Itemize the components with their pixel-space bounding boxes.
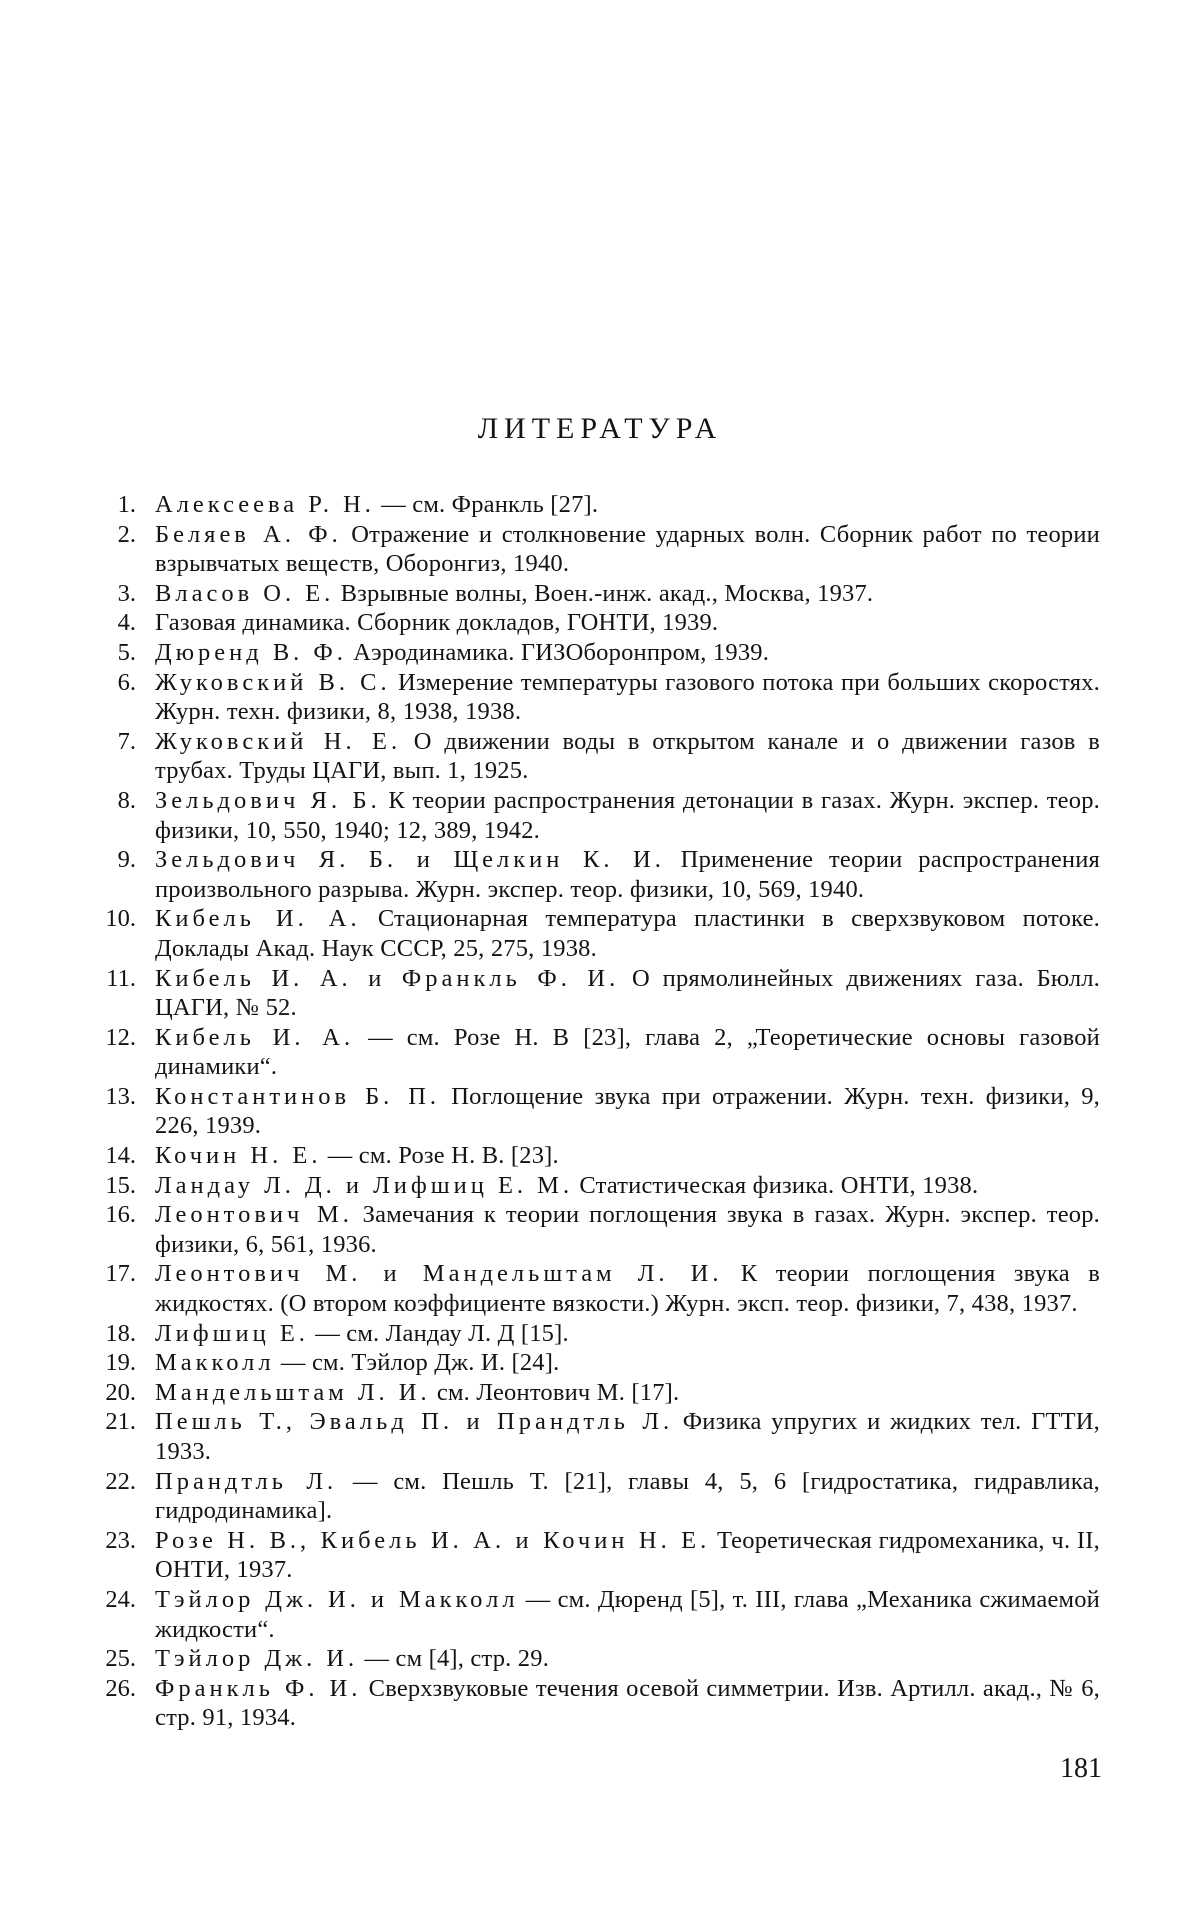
reference-text: Применение теории распространения произвольного разрыва. Журн. экспер. теор. физики, 10, 569, 1940.	[155, 846, 1100, 903]
reference-number: 11.	[106, 964, 136, 992]
reference-author: Франкль Ф. И.	[155, 1674, 362, 1702]
reference-text: — см. Франкль [27].	[374, 491, 599, 518]
reference-list	[92, 490, 1100, 1733]
reference-item	[92, 1526, 1100, 1585]
reference-text: см. Леонтович М. [17].	[430, 1378, 680, 1406]
reference-author: Леонтович М. и Мандельштам Л. И.	[155, 1260, 723, 1288]
reference-text: Аэродинамика. ГИЗОборонпром, 1939.	[346, 638, 770, 666]
reference-item	[92, 1023, 1100, 1082]
reference-text: Замечания к теории поглощения звука в газах. Журн. экспер. теор. физики, 6, 561, 1936.	[155, 1201, 1100, 1258]
reference-number: 6.	[117, 668, 136, 696]
reference-item	[92, 1378, 1100, 1408]
reference-number: 20.	[105, 1378, 136, 1406]
reference-item	[92, 638, 1100, 668]
reference-item	[92, 1171, 1100, 1201]
reference-text: Теоретическая гидромеханика, ч. II, ОНТИ, 1937.	[155, 1526, 1100, 1584]
reference-author: Зельдович Я. Б. и Щелкин К. И.	[155, 846, 665, 874]
reference-author: Макколл	[155, 1349, 275, 1377]
reference-number: 26.	[105, 1674, 136, 1702]
reference-text: О прямолинейных движениях газа. Бюлл. ЦАГИ, № 52.	[155, 964, 1100, 1022]
reference-item	[92, 1467, 1100, 1526]
reference-text: Поглощение звука при отражении. Журн. техн. физики, 9, 226, 1939.	[155, 1082, 1100, 1140]
reference-author: Ландау Л. Д. и Лифшиц Е. М.	[155, 1171, 574, 1199]
reference-item	[92, 608, 1100, 638]
reference-number: 19.	[105, 1349, 136, 1377]
reference-text: Отражение и столкновение ударных волн. Сборник работ по теории взрывчатых веществ, Оборонгиз, 1940.	[155, 520, 1100, 578]
reference-item	[92, 786, 1100, 845]
reference-item	[92, 727, 1100, 786]
reference-author: Мандельштам Л. И.	[155, 1378, 431, 1406]
reference-author: Власов О. Е.	[155, 579, 335, 607]
page-number: 181	[1060, 1753, 1102, 1784]
reference-author: Тэйлор Дж. И.	[155, 1645, 359, 1673]
reference-text: — см [4], стр. 29.	[358, 1645, 550, 1673]
reference-item	[92, 1348, 1100, 1378]
reference-author: Алексеева Р. Н.	[155, 491, 375, 518]
reference-text: Взрывные волны, Воен.-инж. акад., Москва, 1937.	[334, 579, 874, 607]
reference-text: Физика упругих и жидких тел. ГТТИ, 1933.	[155, 1408, 1100, 1465]
reference-item	[92, 904, 1100, 963]
reference-text: Статистическая физика. ОНТИ, 1938.	[573, 1171, 979, 1199]
page-title: ЛИТЕРАТУРА	[477, 412, 723, 445]
reference-author: Леонтович М.	[155, 1201, 353, 1229]
reference-number: 3.	[117, 579, 136, 607]
reference-author: Кочин Н. Е.	[155, 1142, 322, 1170]
reference-item	[92, 520, 1100, 579]
reference-number: 5.	[117, 638, 136, 666]
reference-number: 24.	[105, 1585, 136, 1613]
reference-number: 4.	[117, 609, 136, 637]
reference-text: — см. Пешль Т. [21], главы 4, 5, 6 [гидростатика, гидравлика, гидродинамика].	[155, 1467, 1100, 1525]
reference-number: 25.	[105, 1645, 136, 1673]
reference-author: Беляев А. Ф.	[155, 520, 342, 548]
reference-author: Лифшиц Е.	[155, 1319, 309, 1347]
reference-text: Газовая динамика. Сборник докладов, ГОНТИ, 1939.	[155, 609, 719, 637]
reference-text: О движении воды в открытом канале и о движении газов в трубах. Труды ЦАГИ, вып. 1, 1925.	[155, 727, 1100, 785]
reference-number: 22.	[105, 1467, 136, 1495]
reference-number: 17.	[105, 1260, 136, 1288]
reference-author: Розе Н. В., Кибель И. А. и Кочин Н. Е.	[155, 1526, 711, 1554]
reference-author: Зельдович Я. Б.	[155, 786, 381, 814]
reference-author: Пешль Т., Эвальд П. и Прандтль Л.	[155, 1408, 674, 1436]
reference-number: 1.	[117, 491, 136, 518]
reference-item	[92, 964, 1100, 1023]
reference-item	[92, 1644, 1100, 1674]
reference-number: 8.	[117, 786, 136, 814]
reference-item	[92, 579, 1100, 609]
reference-author: Кибель И. А.	[155, 1023, 355, 1051]
reference-number: 10.	[105, 905, 136, 933]
reference-item	[92, 668, 1100, 727]
reference-author: Прандтль Л.	[155, 1467, 338, 1495]
reference-author: Дюренд В. Ф.	[155, 638, 347, 666]
reference-text: — см. Тэйлор Дж. И. [24].	[274, 1349, 560, 1377]
reference-text: Сверхзвуковые течения осевой симметрии. Изв. Артилл. акад., № 6, стр. 91, 1934.	[155, 1674, 1100, 1732]
reference-author: Жуковский В. С.	[155, 668, 391, 696]
reference-author: Тэйлор Дж. И. и Макколл	[155, 1585, 519, 1613]
reference-number: 23.	[105, 1526, 136, 1554]
reference-text: — см. Ландау Л. Д [15].	[308, 1319, 569, 1347]
reference-number: 16.	[105, 1201, 136, 1229]
reference-text: Стационарная температура пластинки в сверхзвуковом потоке. Доклады Акад. Наук СССР, 25, 275, 1938.	[155, 905, 1100, 962]
reference-number: 7.	[117, 727, 136, 755]
reference-number: 12.	[105, 1023, 136, 1051]
reference-item	[92, 1674, 1100, 1733]
reference-number: 9.	[117, 846, 136, 874]
reference-item	[92, 1082, 1100, 1141]
reference-text: — см. Дюренд [5], т. III, глава „Механика сжимаемой жидкости“.	[155, 1585, 1100, 1643]
reference-item	[92, 1141, 1100, 1171]
reference-text: К теории распространения детонации в газах. Журн. экспер. теор. физики, 10, 550, 1940; 12, 389, 1942.	[155, 786, 1100, 844]
reference-text: — см. Розе Н. В. [23].	[321, 1142, 559, 1170]
reference-number: 13.	[105, 1082, 136, 1110]
reference-item	[92, 1585, 1100, 1644]
reference-text: К теории поглощения звука в жидкостях. (О втором коэффициенте вязкости.) Журн. эксп. теор. физики, 7, 438, 1937.	[155, 1260, 1100, 1318]
reference-author: Константинов Б. П.	[155, 1082, 441, 1110]
reference-author: Кибель И. А. и Франкль Ф. И.	[155, 964, 620, 992]
reference-number: 15.	[105, 1171, 136, 1199]
reference-item	[92, 1319, 1100, 1349]
reference-author: Жуковский Н. Е.	[155, 727, 402, 755]
reference-item	[92, 1200, 1100, 1259]
reference-item	[92, 845, 1100, 904]
reference-number: 2.	[117, 520, 136, 548]
reference-item	[92, 1407, 1100, 1466]
reference-number: 21.	[105, 1408, 136, 1436]
reference-text: — см. Розе Н. В [23], глава 2, „Теоретические основы газовой динамики“.	[155, 1023, 1100, 1081]
reference-author: Кибель И. А.	[155, 905, 361, 933]
reference-text: Измерение температуры газового потока при больших скоростях. Журн. техн. физики, 8, 1938, 1938.	[155, 668, 1100, 726]
reference-item	[92, 490, 1100, 520]
reference-number: 18.	[105, 1319, 136, 1347]
reference-item	[92, 1259, 1100, 1318]
reference-number: 14.	[105, 1142, 136, 1170]
